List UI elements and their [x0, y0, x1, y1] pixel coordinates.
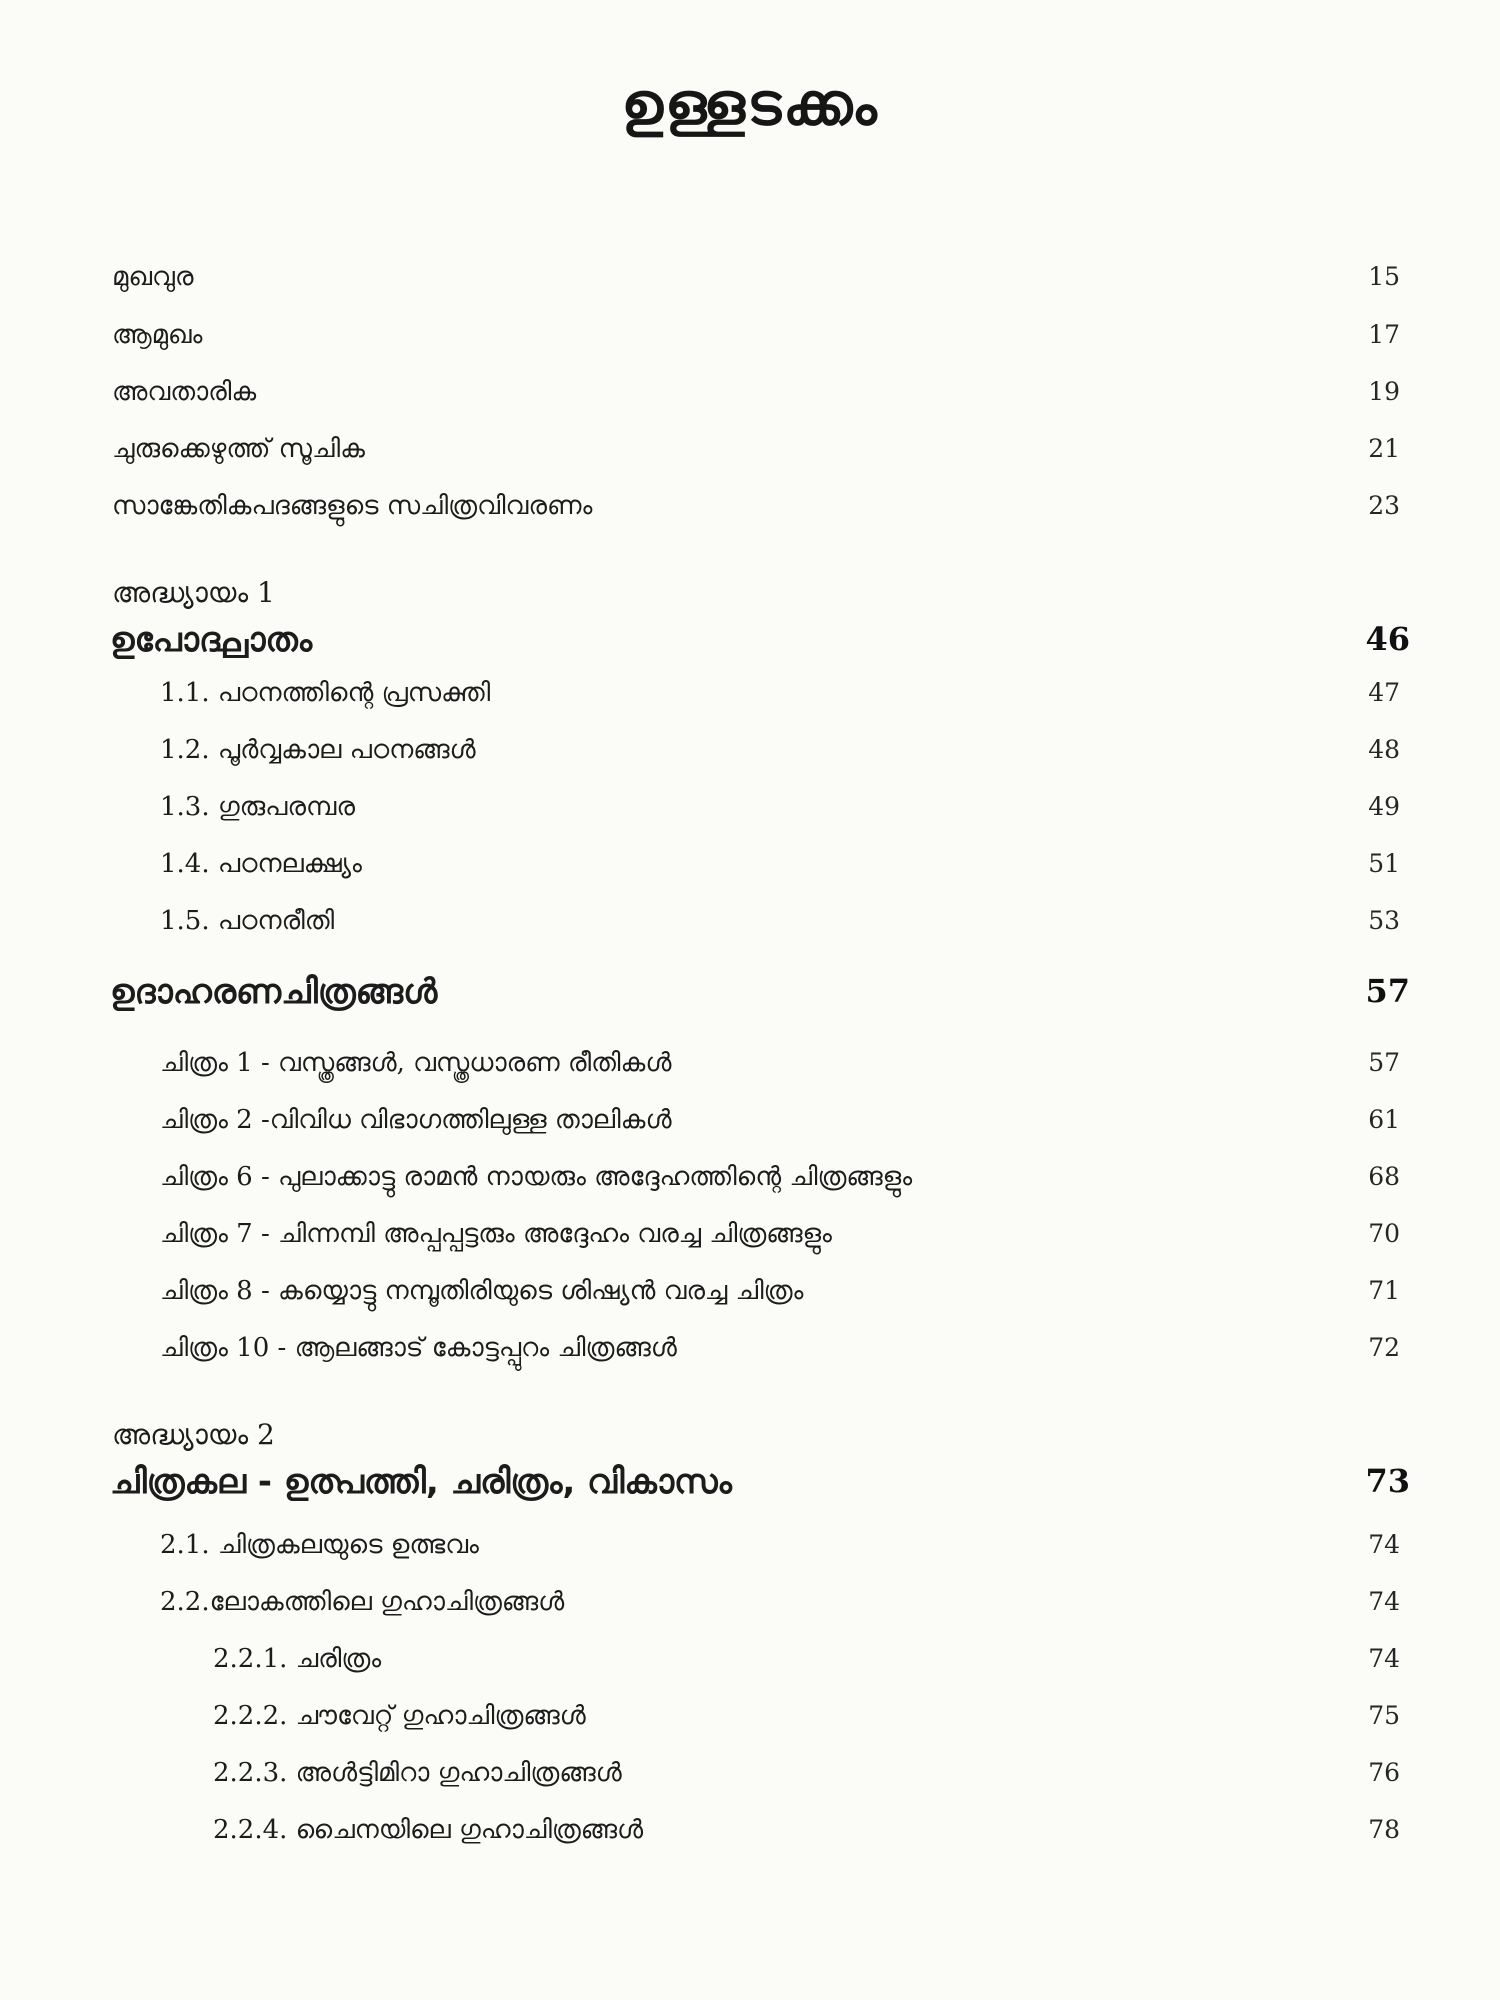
toc-subsection-label: 2.2.2. ചൗവേറ്റ് ഗുഹാചിത്രങ്ങൾ [213, 1701, 586, 1731]
toc-section-label: 1.4. പഠനലക്ഷ്യം [160, 849, 362, 879]
toc-section-page: 74 [1368, 1530, 1400, 1559]
toc-entry-page: 23 [1368, 491, 1400, 520]
toc-figure-6[interactable] [0, 1162, 1500, 1206]
chapter-number: 1 [257, 576, 275, 609]
chapter-2-title-entry[interactable] [0, 1462, 1500, 1506]
toc-figure-7[interactable] [0, 1219, 1500, 1263]
toc-entry-label: ചുരുക്കെഴുത്ത് സൂചിക [112, 434, 365, 464]
toc-section-page: 48 [1368, 735, 1400, 764]
toc-entry-label: സാങ്കേതികപദങ്ങളുടെ സചിത്രവിവരണം [112, 491, 593, 521]
toc-figure-label: ചിത്രം 6 - പുലാക്കാട്ടു രാമൻ നായരും അദ്ദേഹത്തിന്റെ ചിത്രങ്ങളും [160, 1162, 913, 1192]
toc-figure-2[interactable] [0, 1105, 1500, 1149]
toc-section-page: 47 [1368, 678, 1400, 707]
toc-section-page: 51 [1368, 849, 1400, 878]
toc-section-1-3[interactable] [0, 792, 1500, 836]
toc-entry-label: മുഖവുര [112, 262, 194, 292]
chapter-heading-word: അദ്ധ്യായം [112, 1418, 249, 1451]
toc-figure-label: ചിത്രം 2 -വിവിധ വിഭാഗത്തിലുള്ള താലികൾ [160, 1105, 672, 1135]
toc-entry-page: 21 [1368, 434, 1400, 463]
toc-entry-preface[interactable] [0, 262, 1500, 306]
toc-entry-abbreviations[interactable] [0, 434, 1500, 478]
toc-subsection-2-2-4[interactable] [0, 1815, 1500, 1859]
toc-section-page: 49 [1368, 792, 1400, 821]
chapter-number: 2 [257, 1418, 275, 1451]
toc-figure-1[interactable] [0, 1048, 1500, 1092]
toc-figure-label: ചിത്രം 7 - ചിന്നമ്പി അപ്പപ്പട്ടരും അദ്ദേഹം വരച്ച ചിത്രങ്ങളും [160, 1219, 832, 1249]
toc-subsection-2-2-3[interactable] [0, 1758, 1500, 1802]
chapter-title: ഉപോദ്ഘാതം [110, 620, 313, 660]
toc-figure-page: 68 [1368, 1162, 1400, 1191]
toc-subsection-2-2-1[interactable] [0, 1644, 1500, 1688]
toc-section-page: 53 [1368, 906, 1400, 935]
toc-figure-page: 71 [1368, 1276, 1400, 1305]
chapter-1-title-entry[interactable] [0, 620, 1500, 664]
toc-subsection-page: 76 [1368, 1758, 1400, 1787]
toc-entry-label: അവതാരിക [112, 377, 257, 407]
toc-section-1-2[interactable] [0, 735, 1500, 779]
toc-entry-foreword[interactable] [0, 377, 1500, 421]
toc-entry-page: 17 [1368, 320, 1400, 349]
toc-section-label: 1.1. പഠനത്തിന്റെ പ്രസക്തി [160, 678, 491, 708]
toc-section-1-5[interactable] [0, 906, 1500, 950]
chapter-title: ചിത്രകല - ഉത്പത്തി, ചരിത്രം, വികാസം [110, 1462, 732, 1502]
toc-entry-page: 15 [1368, 262, 1400, 291]
toc-figure-label: ചിത്രം 1 - വസ്ത്രങ്ങൾ, വസ്ത്രധാരണ രീതികൾ [160, 1048, 672, 1078]
chapter-heading-word: അദ്ധ്യായം [112, 576, 249, 609]
toc-section-2-2[interactable] [0, 1587, 1500, 1631]
toc-entry-page: 19 [1368, 377, 1400, 406]
toc-section-1-1[interactable] [0, 678, 1500, 722]
page-title: ഉള്ളടക്കം [621, 70, 879, 138]
toc-entry-glossary[interactable] [0, 491, 1500, 535]
toc-section-label: 2.1. ചിത്രകലയുടെ ഉത്ഭവം [160, 1530, 479, 1560]
examples-page: 57 [1365, 972, 1410, 1010]
toc-figure-page: 57 [1368, 1048, 1400, 1077]
toc-entry-label: ആമുഖം [112, 320, 203, 350]
toc-figure-page: 70 [1368, 1219, 1400, 1248]
toc-section-2-1[interactable] [0, 1530, 1500, 1574]
toc-figure-8[interactable] [0, 1276, 1500, 1320]
toc-section-label: 1.3. ഗുരുപരമ്പര [160, 792, 355, 822]
toc-figure-page: 61 [1368, 1105, 1400, 1134]
toc-section-label: 2.2.ലോകത്തിലെ ഗുഹാചിത്രങ്ങൾ [160, 1587, 565, 1617]
toc-figure-label: ചിത്രം 10 - ആലങ്ങാട് കോട്ടപ്പുറം ചിത്രങ്ങൾ [160, 1333, 677, 1363]
examples-title: ഉദാഹരണചിത്രങ്ങൾ [110, 972, 438, 1012]
examples-title-entry[interactable] [0, 972, 1500, 1016]
toc-figure-label: ചിത്രം 8 - കയ്യൊട്ടു നമ്പൂതിരിയുടെ ശിഷ്യൻ വരച്ച ചിത്രം [160, 1276, 804, 1306]
toc-subsection-page: 78 [1368, 1815, 1400, 1844]
chapter-1-heading [112, 576, 275, 610]
toc-subsection-page: 74 [1368, 1644, 1400, 1673]
toc-subsection-2-2-2[interactable] [0, 1701, 1500, 1745]
toc-section-label: 1.5. പഠനരീതി [160, 906, 335, 936]
toc-subsection-label: 2.2.1. ചരിത്രം [213, 1644, 382, 1674]
chapter-page: 73 [1365, 1462, 1410, 1500]
toc-subsection-page: 75 [1368, 1701, 1400, 1730]
toc-figure-10[interactable] [0, 1333, 1500, 1377]
toc-figure-page: 72 [1368, 1333, 1400, 1362]
toc-section-1-4[interactable] [0, 849, 1500, 893]
toc-subsection-label: 2.2.3. അൾട്ടിമിറാ ഗുഹാചിത്രങ്ങൾ [213, 1758, 622, 1788]
toc-entry-introduction[interactable] [0, 320, 1500, 364]
chapter-page: 46 [1365, 620, 1410, 658]
toc-section-page: 74 [1368, 1587, 1400, 1616]
toc-section-label: 1.2. പൂർവ്വകാല പഠനങ്ങൾ [160, 735, 476, 765]
toc-subsection-label: 2.2.4. ചൈനയിലെ ഗുഹാചിത്രങ്ങൾ [213, 1815, 644, 1845]
chapter-2-heading [112, 1418, 275, 1452]
